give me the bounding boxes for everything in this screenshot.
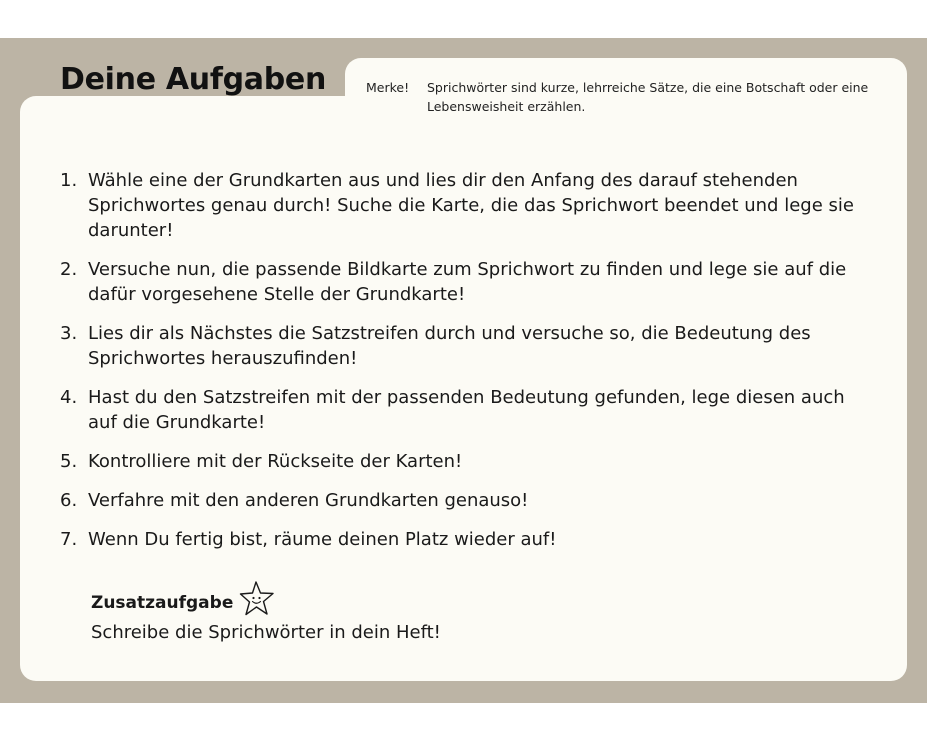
task-number: 1. bbox=[60, 170, 78, 191]
extra-task-text: Schreibe die Sprichwörter in dein Heft! bbox=[91, 622, 441, 643]
task-text: Versuche nun, die passende Bildkarte zum Sprichwort zu finden und lege sie auf die dafür vorgesehene Stelle der Grundkarte! bbox=[88, 259, 847, 305]
task-item bbox=[60, 257, 860, 307]
task-text: Wenn Du fertig bist, räume deinen Platz wieder auf! bbox=[88, 529, 557, 550]
task-item bbox=[60, 385, 860, 435]
task-text: Kontrolliere mit der Rückseite der Karten! bbox=[88, 451, 463, 472]
task-number: 5. bbox=[60, 451, 78, 472]
task-list bbox=[60, 168, 860, 566]
task-item bbox=[60, 488, 860, 513]
task-text: Wähle eine der Grundkarten aus und lies dir den Anfang des darauf stehenden Sprichwortes genau durch! Suche die Karte, die das Sprichwort beendet und lege sie darunter! bbox=[88, 170, 854, 241]
task-item bbox=[60, 449, 860, 474]
task-text: Lies dir als Nächstes die Satzstreifen durch und versuche so, die Bedeutung des Sprichwortes herauszufinden! bbox=[88, 323, 811, 369]
task-text: Verfahre mit den anderen Grundkarten genauso! bbox=[88, 490, 529, 511]
extra-task-title: Zusatzaufgabe bbox=[91, 593, 234, 613]
page-title: Deine Aufgaben bbox=[60, 62, 327, 97]
task-item bbox=[60, 527, 860, 552]
task-number: 2. bbox=[60, 259, 78, 280]
extra-task-header bbox=[91, 580, 441, 618]
task-item bbox=[60, 168, 860, 243]
task-number: 6. bbox=[60, 490, 78, 511]
task-number: 7. bbox=[60, 529, 78, 550]
task-number: 3. bbox=[60, 323, 78, 344]
task-item bbox=[60, 321, 860, 371]
merke-note bbox=[366, 78, 876, 116]
merke-text: Sprichwörter sind kurze, lehrreiche Sätze, die eine Botschaft oder eine Lebensweisheit erzählen. bbox=[427, 80, 869, 114]
merke-label: Merke! bbox=[366, 80, 410, 95]
task-number: 4. bbox=[60, 387, 78, 408]
star-face-icon bbox=[239, 580, 275, 618]
extra-task bbox=[91, 580, 441, 648]
task-text: Hast du den Satzstreifen mit der passenden Bedeutung gefunden, lege diesen auch auf die Grundkarte! bbox=[88, 387, 845, 433]
